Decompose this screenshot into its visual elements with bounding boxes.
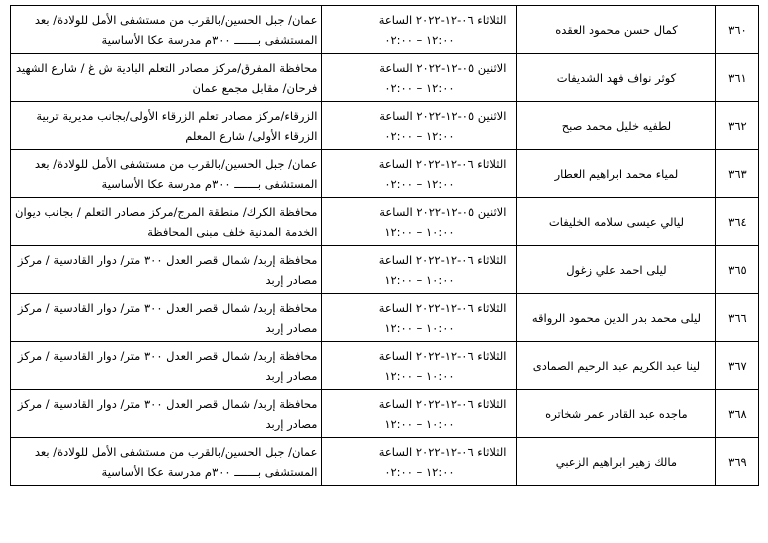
location-line-1: محافظة المفرق/مركز مصادر التعلم البادية ش غ / شارع الشهيد <box>15 60 318 75</box>
location-line-2: الخدمة المدنية خلف مبنى المحافظة <box>147 224 318 239</box>
person-name: ماجده عبد القادر عمر شخاتره <box>517 390 716 438</box>
appointment-cell <box>322 390 517 438</box>
table-row <box>11 246 759 294</box>
location-line-2: المستشفى بـــــــ ٣٠٠م مدرسة عكا الأساسية <box>101 464 318 479</box>
location-line-1: محافظة الكرك/ منطقة المرج/مركز مصادر التعلم / بجانب ديوان <box>15 204 318 219</box>
row-number: ٣٦٨ <box>716 390 759 438</box>
person-name: ليلى محمد بدر الدين محمود الرواقه <box>517 294 716 342</box>
appointment-cell <box>322 54 517 102</box>
appointment-date: الثلاثاء ٠٦-١٢-٢٠٢٢ الساعة <box>378 12 507 27</box>
appointment-cell <box>322 150 517 198</box>
appointment-date: الثلاثاء ٠٦-١٢-٢٠٢٢ الساعة <box>378 156 507 171</box>
appointment-time: ١٠:٠٠ – ١٢:٠٠ <box>384 320 455 335</box>
appointment-time: ١٢:٠٠ – ٠٢:٠٠ <box>384 80 455 95</box>
roster-table <box>10 5 759 486</box>
location-cell <box>11 54 322 102</box>
person-name: لطفيه خليل محمد صبح <box>517 102 716 150</box>
person-name: ليلى احمد علي زغول <box>517 246 716 294</box>
appointment-time: ١٠:٠٠ – ١٢:٠٠ <box>384 416 455 431</box>
appointment-date: الثلاثاء ٠٦-١٢-٢٠٢٢ الساعة <box>378 300 507 315</box>
table-row <box>11 6 759 54</box>
row-number: ٣٦٥ <box>716 246 759 294</box>
location-line-2: المستشفى بـــــــ ٣٠٠م مدرسة عكا الأساسية <box>101 32 318 47</box>
appointment-time: ١٢:٠٠ – ٠٢:٠٠ <box>384 32 455 47</box>
location-cell <box>11 102 322 150</box>
table-row <box>11 54 759 102</box>
table-row <box>11 342 759 390</box>
location-line-1: محافظة إربد/ شمال قصر العدل ٣٠٠ متر/ دوار القادسية / مركز <box>17 300 318 315</box>
table-row <box>11 390 759 438</box>
roster-body <box>11 6 759 486</box>
location-cell <box>11 198 322 246</box>
row-number: ٣٦٤ <box>716 198 759 246</box>
location-cell <box>11 390 322 438</box>
appointment-cell <box>322 342 517 390</box>
row-number: ٣٦٧ <box>716 342 759 390</box>
location-line-2: مصادر إربد <box>265 272 318 287</box>
location-line-1: عمان/ جبل الحسين/بالقرب من مستشفى الأمل للولادة/ بعد <box>34 12 318 27</box>
appointment-date: الاثنين ٠٥-١٢-٢٠٢٢ الساعة <box>379 108 507 123</box>
person-name: لينا عبد الكريم عبد الرحيم الصمادى <box>517 342 716 390</box>
person-name: ليالي عيسى سلامه الخليفات <box>517 198 716 246</box>
location-line-2: المستشفى بـــــــ ٣٠٠م مدرسة عكا الأساسية <box>101 176 318 191</box>
person-name: كوثر نواف فهد الشديفات <box>517 54 716 102</box>
location-cell <box>11 246 322 294</box>
appointment-time: ١٠:٠٠ – ١٢:٠٠ <box>384 224 455 239</box>
row-number: ٣٦٠ <box>716 6 759 54</box>
location-line-1: محافظة إربد/ شمال قصر العدل ٣٠٠ متر/ دوار القادسية / مركز <box>17 396 318 411</box>
table-row <box>11 294 759 342</box>
location-cell <box>11 342 322 390</box>
appointment-time: ١٠:٠٠ – ١٢:٠٠ <box>384 272 455 287</box>
appointment-time: ١٢:٠٠ – ٠٢:٠٠ <box>384 176 455 191</box>
location-line-2: الزرقاء الأولى/ شارع المعلم <box>185 128 318 143</box>
appointment-cell <box>322 438 517 486</box>
location-line-1: عمان/ جبل الحسين/بالقرب من مستشفى الأمل للولادة/ بعد <box>34 156 318 171</box>
location-cell <box>11 438 322 486</box>
appointment-cell <box>322 294 517 342</box>
location-line-1: محافظة إربد/ شمال قصر العدل ٣٠٠ متر/ دوار القادسية / مركز <box>17 252 318 267</box>
appointment-date: الثلاثاء ٠٦-١٢-٢٠٢٢ الساعة <box>378 444 507 459</box>
table-row <box>11 198 759 246</box>
appointment-date: الثلاثاء ٠٦-١٢-٢٠٢٢ الساعة <box>378 348 507 363</box>
location-line-2: مصادر إربد <box>265 416 318 431</box>
person-name: كمال حسن محمود العقده <box>517 6 716 54</box>
row-number: ٣٦٢ <box>716 102 759 150</box>
appointment-time: ١٠:٠٠ – ١٢:٠٠ <box>384 368 455 383</box>
location-line-2: مصادر إربد <box>265 368 318 383</box>
appointment-date: الثلاثاء ٠٦-١٢-٢٠٢٢ الساعة <box>378 396 507 411</box>
location-cell <box>11 294 322 342</box>
appointment-date: الثلاثاء ٠٦-١٢-٢٠٢٢ الساعة <box>378 252 507 267</box>
appointment-cell <box>322 6 517 54</box>
location-cell <box>11 150 322 198</box>
table-row <box>11 150 759 198</box>
table-row <box>11 438 759 486</box>
table-row <box>11 102 759 150</box>
person-name: مالك زهير ابراهيم الزعبي <box>517 438 716 486</box>
row-number: ٣٦٩ <box>716 438 759 486</box>
row-number: ٣٦١ <box>716 54 759 102</box>
row-number: ٣٦٣ <box>716 150 759 198</box>
appointment-cell <box>322 102 517 150</box>
appointment-cell <box>322 246 517 294</box>
appointment-time: ١٢:٠٠ – ٠٢:٠٠ <box>384 464 455 479</box>
location-cell <box>11 6 322 54</box>
location-line-1: محافظة إربد/ شمال قصر العدل ٣٠٠ متر/ دوار القادسية / مركز <box>17 348 318 363</box>
location-line-1: الزرقاء/مركز مصادر تعلم الزرقاء الأولى/بجانب مديرية تربية <box>36 108 318 123</box>
appointment-time: ١٢:٠٠ – ٠٢:٠٠ <box>384 128 455 143</box>
row-number: ٣٦٦ <box>716 294 759 342</box>
appointment-date: الاثنين ٠٥-١٢-٢٠٢٢ الساعة <box>379 60 507 75</box>
person-name: لمياء محمد ابراهيم العطار <box>517 150 716 198</box>
appointment-cell <box>322 198 517 246</box>
appointment-date: الاثنين ٠٥-١٢-٢٠٢٢ الساعة <box>379 204 507 219</box>
location-line-2: فرحان/ مقابل مجمع عمان <box>192 80 318 95</box>
location-line-1: عمان/ جبل الحسين/بالقرب من مستشفى الأمل للولادة/ بعد <box>34 444 318 459</box>
location-line-2: مصادر إربد <box>265 320 318 335</box>
